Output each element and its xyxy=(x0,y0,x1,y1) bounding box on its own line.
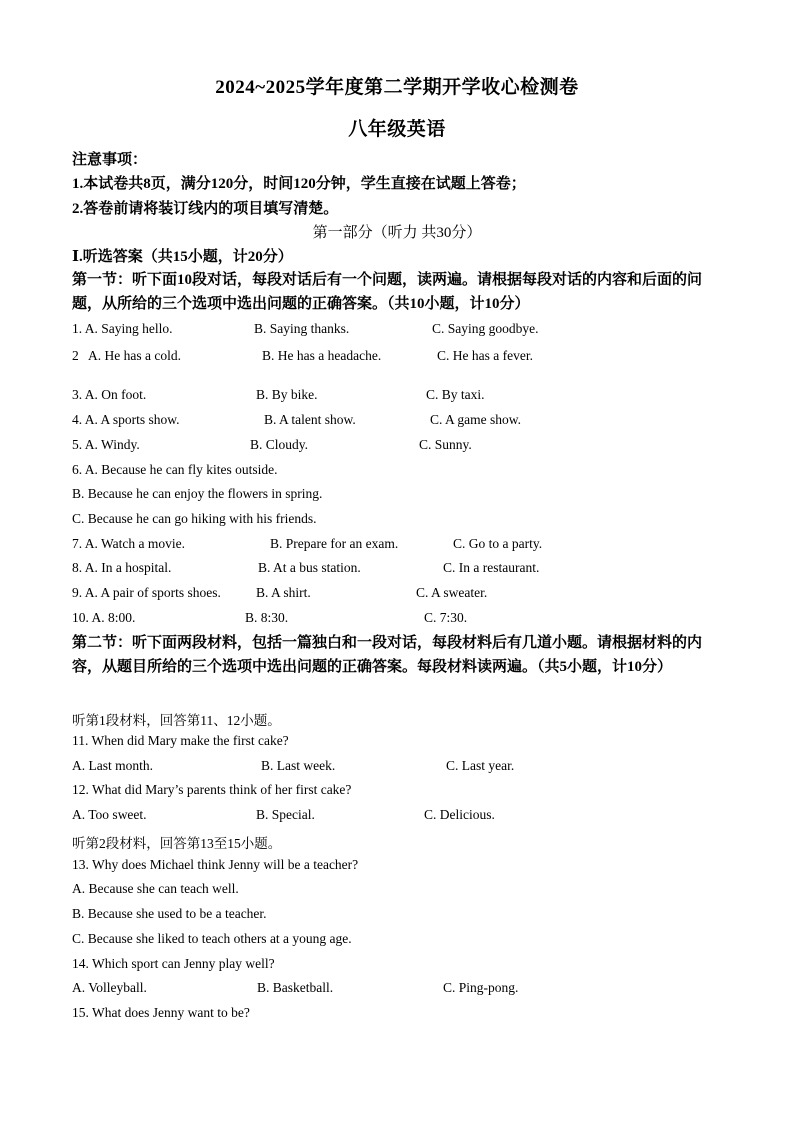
q11-option-c: C. Last year. xyxy=(446,758,515,773)
q4-option-b: B. A talent show. xyxy=(264,412,356,427)
notice-item-1: 1.本试卷共8页，满分120分，时间120分钟，学生直接在试题上答卷； xyxy=(72,176,526,192)
q12-stem: 12. What did Mary’s parents think of her first cake? xyxy=(72,782,352,797)
q15-stem: 15. What does Jenny want to be? xyxy=(72,1005,250,1020)
q10-option-b: B. 8:30. xyxy=(245,610,289,625)
q6-option-b: B. Because he can enjoy the flowers in spring. xyxy=(72,486,323,501)
q5-option-c: C. Sunny. xyxy=(419,437,472,452)
q5-option-a: 5. A. Windy. xyxy=(72,437,140,452)
q10-option-a: 10. A. 8:00. xyxy=(72,610,136,625)
q6-option-c: C. Because he can go hiking with his friends. xyxy=(72,511,317,526)
q13-option-a: A. Because she can teach well. xyxy=(72,881,239,896)
q14-stem: 14. Which sport can Jenny play well? xyxy=(72,956,275,971)
q11-stem: 11. When did Mary make the first cake? xyxy=(72,733,289,748)
q2-option-b: B. He has a headache. xyxy=(262,348,382,363)
q7-option-a: 7. A. Watch a movie. xyxy=(72,536,186,551)
q14-option-b: B. Basketball. xyxy=(257,980,334,995)
q13-option-c: C. Because she liked to teach others at a young age. xyxy=(72,931,352,946)
notice-heading: 注意事项： xyxy=(72,152,148,168)
q12-option-a: A. Too sweet. xyxy=(72,807,147,822)
q14-option-a: A. Volleyball. xyxy=(72,980,147,995)
q8-option-b: B. At a bus station. xyxy=(258,560,361,575)
q2-option-c: C. He has a fever. xyxy=(437,348,533,363)
section-i-title: Ⅰ.听选答案（共15小题，计20分） xyxy=(72,249,293,265)
section2-instructions: 第二节：听下面两段材料，包括一篇独白和一段对话，每段材料后有几道小题。请根据材料的内容，从题目所给的三个选项中选出问题的正确答案。每段材料读两遍。（共5小题，计10分） xyxy=(72,635,703,675)
material-2-note: 听第2段材料，回答第13至15小题。 xyxy=(72,836,282,851)
q14-option-c: C. Ping-pong. xyxy=(443,980,519,995)
q11-option-b: B. Last week. xyxy=(261,758,336,773)
q3-option-b: B. By bike. xyxy=(256,387,318,402)
q7-option-c: C. Go to a party. xyxy=(453,536,543,551)
q12-option-b: B. Special. xyxy=(256,807,315,822)
q4-option-a: 4. A. A sports show. xyxy=(72,412,180,427)
q9-option-a: 9. A. A pair of sports shoes. xyxy=(72,585,221,600)
q7-option-b: B. Prepare for an exam. xyxy=(270,536,399,551)
material-1-note: 听第1段材料，回答第11、12小题。 xyxy=(72,713,281,728)
q10-option-c: C. 7:30. xyxy=(424,610,468,625)
q5-option-b: B. Cloudy. xyxy=(250,437,309,452)
q8-option-c: C. In a restaurant. xyxy=(443,560,540,575)
q9-option-b: B. A shirt. xyxy=(256,585,311,600)
q1-option-b: B. Saying thanks. xyxy=(254,321,350,336)
q2-option-a: A. He has a cold. xyxy=(88,348,181,363)
q1-option-c: C. Saying goodbye. xyxy=(432,321,539,336)
q4-option-c: C. A game show. xyxy=(430,412,521,427)
q3-option-a: 3. A. On foot. xyxy=(72,387,147,402)
q2-number: 2 xyxy=(72,348,79,363)
notice-item-2: 2.答卷前请将装订线内的项目填写清楚。 xyxy=(72,201,339,217)
part1-title: 第一部分（听力 共30分） xyxy=(312,225,482,241)
q13-stem: 13. Why does Michael think Jenny will be a teacher? xyxy=(72,857,359,872)
q8-option-a: 8. A. In a hospital. xyxy=(72,560,172,575)
q9-option-c: C. A sweater. xyxy=(416,585,488,600)
q3-option-c: C. By taxi. xyxy=(426,387,485,402)
q12-option-c: C. Delicious. xyxy=(424,807,495,822)
q11-option-a: A. Last month. xyxy=(72,758,153,773)
exam-subtitle: 八年级英语 xyxy=(348,119,446,140)
q1-option-a: 1. A. Saying hello. xyxy=(72,321,173,336)
section1-instructions: 第一节：听下面10段对话，每段对话后有一个问题，读两遍。请根据每段对话的内容和后面的问题，从所给的三个选项中选出问题的正确答案。（共10小题，计10分） xyxy=(72,272,703,312)
q6-option-a: 6. A. Because he can fly kites outside. xyxy=(72,462,278,477)
exam-title: 2024~2025学年度第二学期开学收心检测卷 xyxy=(215,77,579,98)
q13-option-b: B. Because she used to be a teacher. xyxy=(72,906,267,921)
